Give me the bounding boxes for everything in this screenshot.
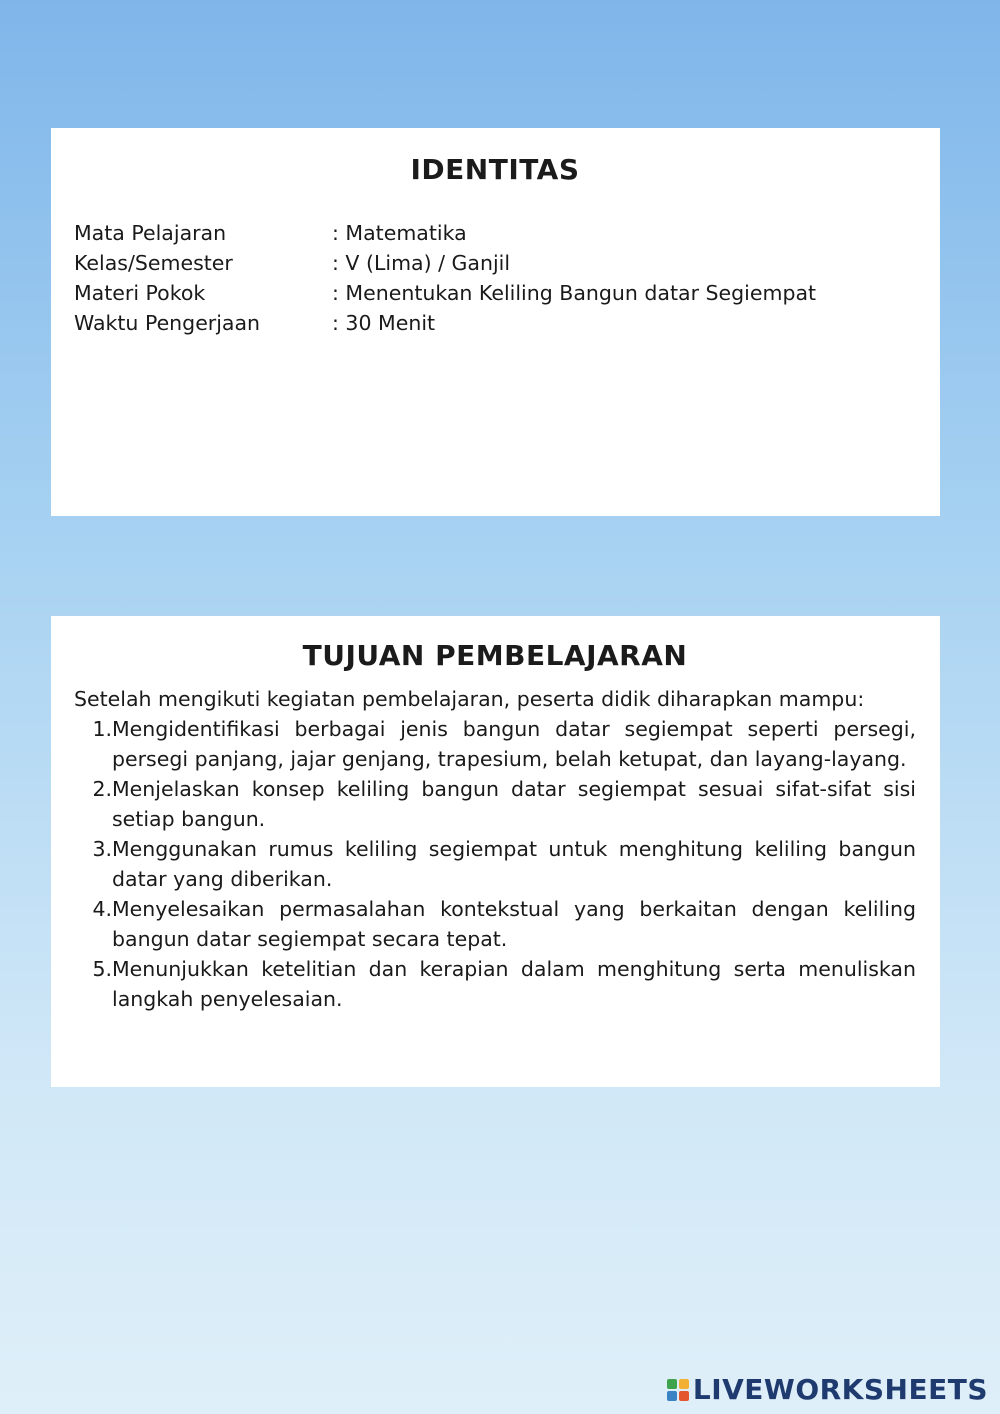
list-item-text: Menggunakan rumus keliling segiempat untuk menghitung keliling bangun datar yang diberikan. — [112, 837, 916, 891]
list-item-number: 2. — [92, 777, 112, 801]
tujuan-list — [74, 714, 916, 1014]
list-item-number: 1. — [92, 717, 112, 741]
list-item — [74, 894, 916, 954]
identitas-title: IDENTITAS — [410, 153, 580, 186]
list-item — [74, 714, 916, 774]
list-item-text: Menunjukkan ketelitian dan kerapian dalam menghitung serta menuliskan langkah penyelesaian. — [112, 957, 916, 1011]
list-item-text: Menjelaskan konsep keliling bangun datar segiempat sesuai sifat-sifat sisi setiap bangun. — [112, 777, 916, 831]
liveworksheets-watermark — [667, 1373, 988, 1406]
list-item-number: 3. — [92, 837, 112, 861]
list-item-text: Mengidentifikasi berbagai jenis bangun datar segiempat seperti persegi, persegi panjang, jajar genjang, trapesium, belah ketupat, dan layang-layang. — [112, 717, 916, 771]
tujuan-title: TUJUAN PEMBELAJARAN — [302, 639, 688, 672]
list-item-number: 4. — [92, 897, 112, 921]
identitas-card — [51, 128, 940, 516]
tujuan-intro: Setelah mengikuti kegiatan pembelajaran, peserta didik diharapkan mampu: — [74, 687, 865, 711]
list-item-number: 5. — [92, 957, 112, 981]
identitas-label: Waktu Pengerjaan — [74, 311, 261, 335]
identitas-label: Mata Pelajaran — [74, 221, 227, 245]
identitas-row-mata-pelajaran — [74, 218, 916, 248]
liveworksheets-logo-icon — [667, 1379, 689, 1401]
logo-square-l — [667, 1379, 677, 1389]
logo-square-e — [679, 1391, 689, 1401]
list-item — [74, 774, 916, 834]
identitas-label: Materi Pokok — [74, 281, 206, 305]
identitas-value: : Matematika — [332, 221, 467, 245]
identitas-value: : 30 Menit — [332, 311, 436, 335]
identitas-row-materi-pokok — [74, 278, 916, 308]
list-item — [74, 954, 916, 1014]
list-item — [74, 834, 916, 894]
identitas-value: : Menentukan Keliling Bangun datar Segiempat — [332, 281, 817, 305]
liveworksheets-wordmark: LIVEWORKSHEETS — [692, 1373, 988, 1406]
tujuan-card — [51, 616, 940, 1087]
identitas-row-waktu-pengerjaan — [74, 308, 916, 338]
logo-square-v — [667, 1391, 677, 1401]
identitas-row-kelas-semester — [74, 248, 916, 278]
identitas-label: Kelas/Semester — [74, 251, 233, 275]
list-item-text: Menyelesaikan permasalahan kontekstual yang berkaitan dengan keliling bangun datar segiempat secara tepat. — [112, 897, 916, 951]
logo-square-i — [679, 1379, 689, 1389]
identitas-table — [74, 218, 916, 338]
identitas-value: : V (Lima) / Ganjil — [332, 251, 511, 275]
